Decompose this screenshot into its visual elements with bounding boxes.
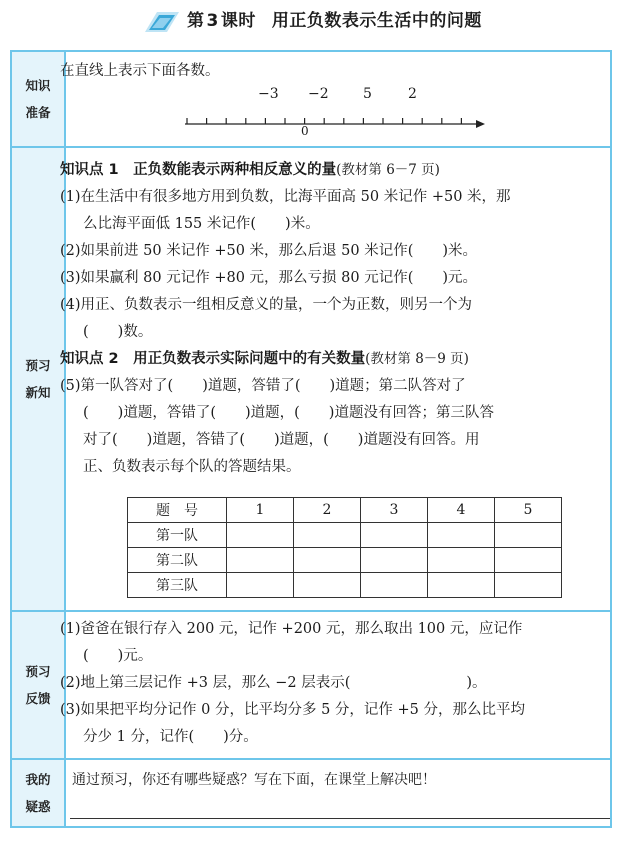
answer-cell[interactable]	[361, 573, 428, 598]
table-row	[128, 548, 562, 573]
writing-line[interactable]	[70, 818, 610, 819]
answer-cell[interactable]	[294, 548, 361, 573]
feedback-question-1: (1)爸爸在银行存入 200 元，记作 +200 元，那么取出 100 元，应记作	[60, 621, 523, 637]
side-label-preview: 预习 新知	[12, 148, 66, 610]
number-line	[175, 72, 495, 144]
doubts-prompt: 通过预习，你还有哪些疑惑？写在下面，在课堂上解决吧！	[72, 772, 436, 788]
question-2: (2)如果前进 50 米记作 +50 米，那么后退 50 米记作( )米。	[60, 243, 478, 259]
table-header-cell: 1	[227, 498, 294, 523]
answer-cell[interactable]	[428, 523, 495, 548]
table-header-row	[128, 498, 562, 523]
feedback-question-3: (3)如果把平均分记作 0 分，比平均分多 5 分，记作 +5 分，那么比平均	[60, 702, 526, 718]
side-label-feedback: 预习 反馈	[12, 612, 66, 758]
table-header-cell: 2	[294, 498, 361, 523]
team-label: 第三队	[128, 573, 227, 598]
table-row	[128, 523, 562, 548]
answer-cell[interactable]	[495, 573, 562, 598]
answer-cell[interactable]	[227, 523, 294, 548]
doubts-content	[72, 767, 618, 794]
number-label: 2	[408, 86, 417, 102]
question-1-cont: 么比海平面低 155 米记作( )米。	[83, 216, 320, 232]
table-header-cell: 3	[361, 498, 428, 523]
team-label: 第二队	[128, 548, 227, 573]
answer-table	[127, 497, 562, 598]
kp2-ref: (教材第 8－9 页)	[365, 351, 469, 367]
answer-cell[interactable]	[294, 523, 361, 548]
number-line-axis	[175, 112, 495, 128]
answer-cell[interactable]	[428, 548, 495, 573]
side-label-prep: 知识 准备	[12, 52, 66, 146]
table-header-cell: 题 号	[128, 498, 227, 523]
feedback-content	[60, 616, 618, 751]
lesson-label: 第 3 课时	[187, 11, 256, 31]
answer-cell[interactable]	[428, 573, 495, 598]
answer-cell[interactable]	[495, 548, 562, 573]
book-deco-icon	[143, 10, 181, 34]
title-bar	[0, 0, 624, 40]
kp1-ref: (教材第 6－7 页)	[336, 162, 440, 178]
question-3: (3)如果赢利 80 元记作 +80 元，那么亏损 80 元记作( )元。	[60, 270, 478, 286]
question-5: (5)第一队答对了( )道题，答错了( )道题；第二队答对了	[60, 378, 466, 394]
preview-content	[60, 157, 618, 481]
answer-cell[interactable]	[495, 523, 562, 548]
page-title	[187, 6, 482, 31]
table-header-cell: 4	[428, 498, 495, 523]
question-1: (1)在生活中有很多地方用到负数，比海平面高 50 米记作 +50 米，那	[60, 189, 511, 205]
question-5-cont: ( )道题，答错了( )道题，( )道题没有回答；第三队答	[83, 405, 494, 421]
table-header-cell: 5	[495, 498, 562, 523]
question-4-cont: ( )数。	[83, 324, 153, 340]
number-label: −2	[308, 86, 329, 102]
team-label: 第一队	[128, 523, 227, 548]
feedback-question-2: (2)地上第三层记作 +3 层，那么 −2 层表示( )。	[60, 675, 487, 691]
section-divider	[12, 610, 610, 612]
section-divider	[12, 758, 610, 760]
answer-cell[interactable]	[294, 573, 361, 598]
question-5-cont: 对了( )道题，答错了( )道题，( )道题没有回答。用	[83, 432, 480, 448]
question-5-cont: 正、负数表示每个队的答题结果。	[83, 459, 301, 475]
side-label-doubts: 我的 疑惑	[12, 760, 66, 826]
kp1-heading: 知识点 1 正负数能表示两种相反意义的量	[60, 162, 337, 178]
table-row	[128, 573, 562, 598]
zero-label: 0	[301, 124, 309, 138]
number-label: −3	[258, 86, 279, 102]
feedback-question-1-cont: ( )元。	[83, 648, 153, 664]
lesson-title: 用正负数表示生活中的问题	[271, 11, 482, 31]
answer-cell[interactable]	[227, 548, 294, 573]
feedback-question-3-cont: 分少 1 分，记作( )分。	[83, 729, 258, 745]
section-divider	[12, 146, 610, 148]
prep-instruction: 在直线上表示下面各数。	[60, 63, 220, 79]
answer-cell[interactable]	[227, 573, 294, 598]
kp2-heading: 知识点 2 用正负数表示实际问题中的有关数量	[60, 351, 366, 367]
number-label: 5	[363, 86, 372, 102]
question-4: (4)用正、负数表示一组相反意义的量，一个为正数，则另一个为	[60, 297, 473, 313]
answer-cell[interactable]	[361, 548, 428, 573]
answer-cell[interactable]	[361, 523, 428, 548]
